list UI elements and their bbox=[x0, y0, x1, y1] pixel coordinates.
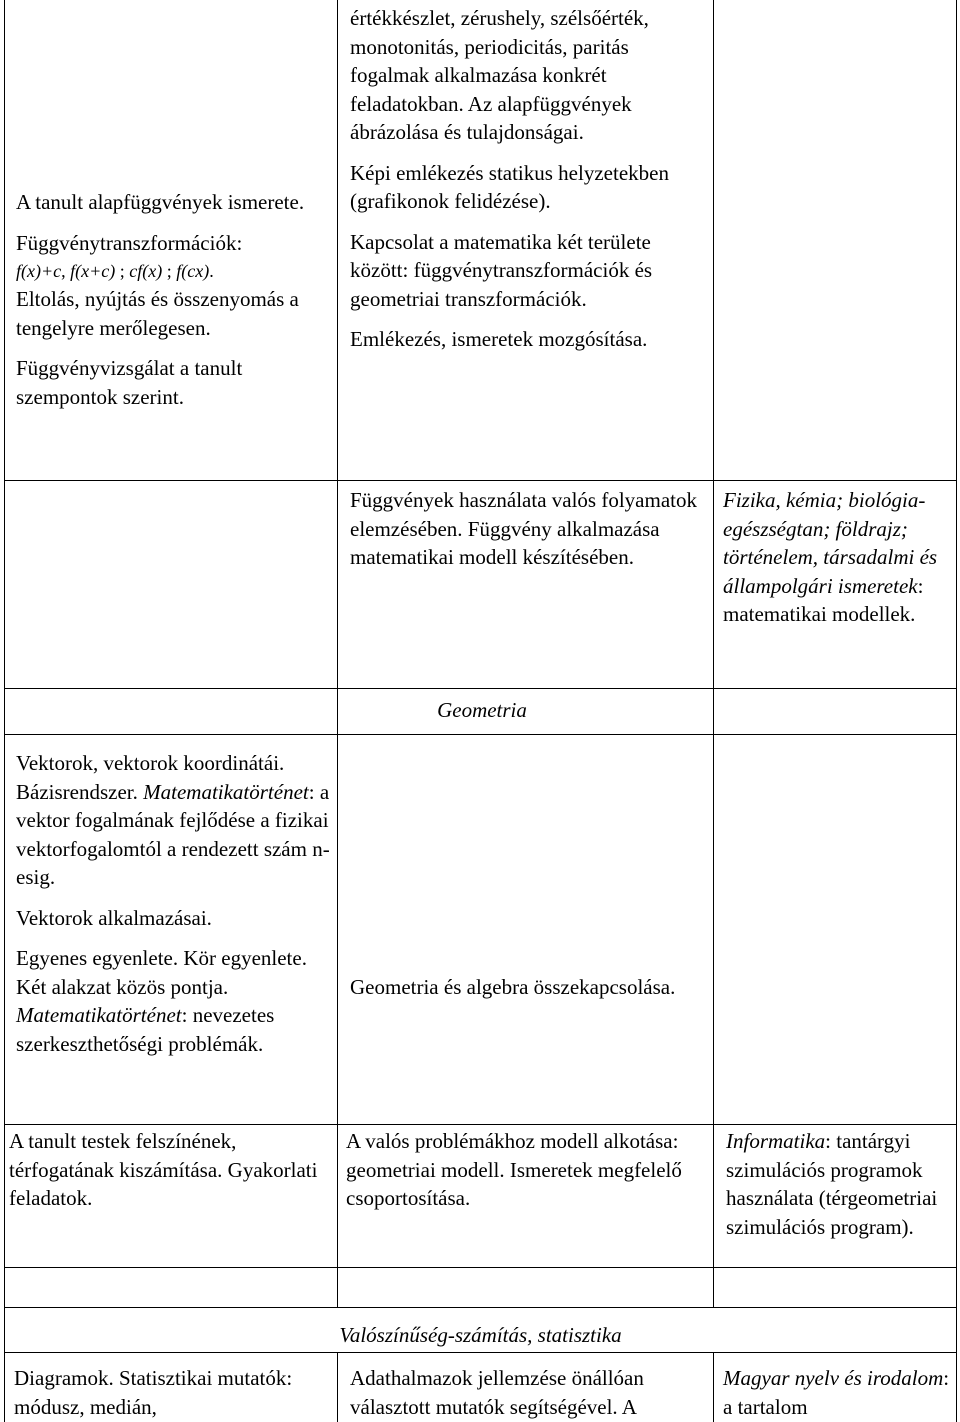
geometria-title: Geometria bbox=[437, 698, 527, 722]
functions-middle-cell bbox=[350, 4, 706, 354]
probability-section bbox=[4, 1321, 957, 1350]
transformation-description: Eltolás, nyújtás és összenyomás a tengelyre merőlegesen. bbox=[16, 287, 299, 340]
diagrams-text: Diagramok. Statisztikai mutatók: módusz, medián, bbox=[14, 1366, 293, 1419]
line-circle-equations-text: Egyenes egyenlete. Kör egyenlete. Két alakzat közös pontja. Matematikatörténet: nevezetes szerkeszthetőségi problémák. bbox=[16, 946, 307, 1056]
vectors-text: Vektorok, vektorok koordinátái. Bázisrendszer. Matematikatörténet: a vektor fogalmának fejlődése a fizikai vektorfogalomtól a rendezett szám n-esig. bbox=[16, 751, 330, 889]
geometria-section bbox=[337, 696, 627, 725]
column-divider-2 bbox=[713, 0, 714, 1307]
table-border-left bbox=[4, 0, 5, 1422]
probability-title: Valószínűség-számítás, statisztika bbox=[339, 1323, 622, 1347]
visual-memory-text: Képi emlékezés statikus helyzetekben (grafikonok felidézése). bbox=[350, 160, 669, 213]
stats-middle-cell bbox=[350, 1364, 708, 1421]
row-divider-5 bbox=[4, 1267, 957, 1268]
transformation-formulas: f(x)+c, f(x+c) ; cf(x) ; f(cx). bbox=[16, 261, 214, 281]
transformations-label: Függvénytranszformációk: bbox=[16, 230, 243, 255]
solids-text: A tanult testek felszínének, térfogatának kiszámítása. Gyakorlati feladatok. bbox=[9, 1129, 318, 1210]
vectors-middle-cell bbox=[350, 973, 706, 1002]
row-divider-3 bbox=[4, 734, 957, 735]
connection-text: Kapcsolat a matematika két területe között: függvénytranszformációk és geometriai transzformációk. bbox=[350, 229, 653, 311]
stats-right-cell bbox=[723, 1364, 955, 1421]
solids-left-cell bbox=[9, 1127, 331, 1213]
column-divider-1 bbox=[337, 0, 338, 1307]
solids-middle-cell bbox=[346, 1127, 708, 1213]
geometric-model-text: A valós problémákhoz modell alkotása: geometriai modell. Ismeretek megfelelő csoportosítása. bbox=[346, 1129, 682, 1210]
stats-left-cell bbox=[14, 1364, 332, 1421]
geometry-algebra-text: Geometria és algebra összekapcsolása. bbox=[350, 975, 676, 999]
recall-text: Emlékezés, ismeretek mozgósítása. bbox=[350, 327, 648, 351]
models-middle-cell bbox=[350, 486, 706, 572]
column-divider-2-lower bbox=[713, 1352, 714, 1422]
data-sets-text: Adathalmazok jellemzése önállóan választott mutatók segítségével. A bbox=[350, 1366, 644, 1419]
function-concepts-text: értékkészlet, zérushely, szélsőérték, monotonitás, periodicitás, paritás fogalmak alkalmazása konkrét feladatokban. Az alapfüggvények ábrázolása és tulajdonságai. bbox=[350, 6, 649, 144]
row-divider-2 bbox=[4, 688, 957, 689]
functions-left-cell bbox=[16, 188, 328, 411]
row-divider-1 bbox=[4, 480, 957, 481]
solids-right-cell bbox=[726, 1127, 955, 1241]
row-divider-7 bbox=[4, 1352, 957, 1353]
table-border-right bbox=[956, 0, 957, 1422]
cross-curricular-models: Fizika, kémia; biológia-egészségtan; földrajz; történelem, társadalmi és állampolgári ismeretek: matematikai modellek. bbox=[723, 488, 938, 626]
row-divider-4 bbox=[4, 1124, 957, 1125]
function-analysis-text: Függvényvizsgálat a tanult szempontok szerint. bbox=[16, 356, 243, 409]
basic-functions-text: A tanult alapfüggvények ismerete. bbox=[16, 190, 305, 214]
column-divider-1-lower bbox=[337, 1352, 338, 1422]
vectors-left-cell bbox=[16, 749, 332, 1058]
vector-applications-text: Vektorok alkalmazásai. bbox=[16, 905, 212, 930]
row-divider-6 bbox=[4, 1307, 957, 1308]
function-models-text: Függvények használata valós folyamatok elemzésében. Függvény alkalmazása matematikai modell készítésében. bbox=[350, 488, 697, 569]
informatics-text: Informatika: tantárgyi szimulációs programok használata (térgeometriai szimulációs program). bbox=[726, 1129, 938, 1239]
literature-text: Magyar nyelv és irodalom: a tartalom bbox=[723, 1366, 950, 1419]
models-right-cell bbox=[723, 486, 955, 629]
